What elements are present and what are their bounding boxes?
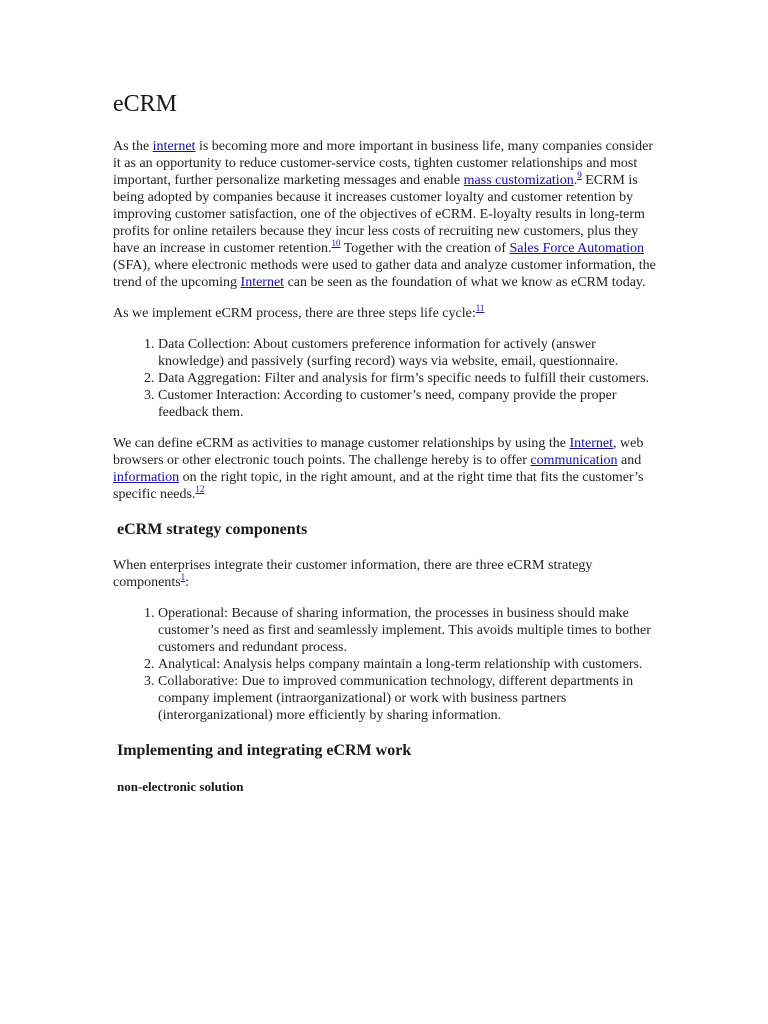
page-title: eCRM bbox=[113, 91, 178, 117]
paragraph-text: As we implement eCRM process, there are three steps life cycle: bbox=[113, 306, 476, 321]
paragraph-text: ECRM is being adopted by companies because it increases customer loyalty and customer retention by improving customer satisfaction, one of the objectives of eCRM. E-loyalty results in long-term profits for online retailers because they incur less costs of recruiting new customers, plus they have an increase in customer retention. bbox=[113, 173, 645, 256]
mass-customization-link[interactable]: mass customization bbox=[463, 173, 574, 188]
lifecycle-paragraph bbox=[113, 305, 658, 322]
intro-paragraph bbox=[113, 138, 658, 291]
list-item: 3. Collaborative: Due to improved communication technology, different departments in company implement (intraorganizational) or work with business partners (interorganizational) more efficiently by sharing information. bbox=[158, 673, 658, 724]
paragraph-text: can be seen as the foundation of what we know as eCRM today. bbox=[284, 275, 646, 290]
list-item: 1. Operational: Because of sharing information, the processes in business should make customer’s need as first and seamlessly implement. This avoids multiple times to bother customers and redundant process. bbox=[158, 605, 658, 656]
list-item: 3. Customer Interaction: According to customer’s need, company provide the proper feedback them. bbox=[158, 387, 658, 421]
reference-1-link[interactable]: 1 bbox=[180, 572, 186, 582]
paragraph-text: As the bbox=[113, 139, 153, 154]
internet-link-2[interactable]: Internet bbox=[240, 275, 285, 290]
lifecycle-steps-list bbox=[113, 336, 658, 421]
non-electronic-heading: non-electronic solution bbox=[117, 779, 244, 794]
document-page bbox=[113, 88, 658, 796]
list-item: 2. Analytical: Analysis helps company maintain a long-term relationship with customers. bbox=[158, 656, 658, 673]
paragraph-text: Together with the creation of bbox=[340, 241, 510, 256]
internet-link[interactable]: internet bbox=[152, 139, 196, 154]
strategy-components-list bbox=[113, 605, 658, 724]
definition-paragraph bbox=[113, 435, 658, 503]
paragraph-text: We can define eCRM as activities to manage customer relationships by using the bbox=[113, 436, 570, 451]
paragraph-text: (SFA), where electronic methods were used to gather data and analyze customer information, the trend of the upcoming bbox=[113, 258, 656, 290]
strategy-components-heading: eCRM strategy components bbox=[117, 521, 308, 538]
paragraph-text: is becoming more and more important in business life, many companies consider it as an opportunity to reduce customer-service costs, tighten customer relationships and most important, further personalize marketing messages and enable bbox=[113, 139, 654, 188]
reference-10-link[interactable]: 10 bbox=[331, 238, 341, 248]
internet-link-3[interactable]: Internet bbox=[569, 436, 614, 451]
implementing-heading: Implementing and integrating eCRM work bbox=[117, 742, 412, 759]
list-item: 1. Data Collection: About customers preference information for actively (answer knowledge) and passively (surfing record) ways via website, email, questionnaire. bbox=[158, 336, 658, 370]
information-link[interactable]: information bbox=[113, 470, 180, 485]
reference-9-link[interactable]: 9 bbox=[577, 170, 582, 180]
communication-link[interactable]: communication bbox=[530, 453, 618, 468]
sales-force-automation-link[interactable]: Sales Force Automation bbox=[509, 241, 645, 256]
paragraph-text: When enterprises integrate their customer information, there are three eCRM strategy components bbox=[113, 558, 593, 590]
paragraph-text: : bbox=[185, 575, 190, 590]
paragraph-text: and bbox=[617, 453, 642, 468]
list-item: 2. Data Aggregation: Filter and analysis for firm’s specific needs to fulfill their customers. bbox=[158, 370, 658, 387]
paragraph-text: on the right topic, in the right amount, and at the right time that fits the customer’s specific needs. bbox=[113, 470, 644, 502]
paragraph-text: . bbox=[573, 173, 578, 188]
strategy-intro-paragraph bbox=[113, 557, 658, 591]
reference-11-link[interactable]: 11 bbox=[475, 303, 485, 313]
reference-12-link[interactable]: 12 bbox=[195, 484, 205, 494]
paragraph-text: , web browsers or other electronic touch points. The challenge hereby is to offer bbox=[113, 436, 644, 468]
